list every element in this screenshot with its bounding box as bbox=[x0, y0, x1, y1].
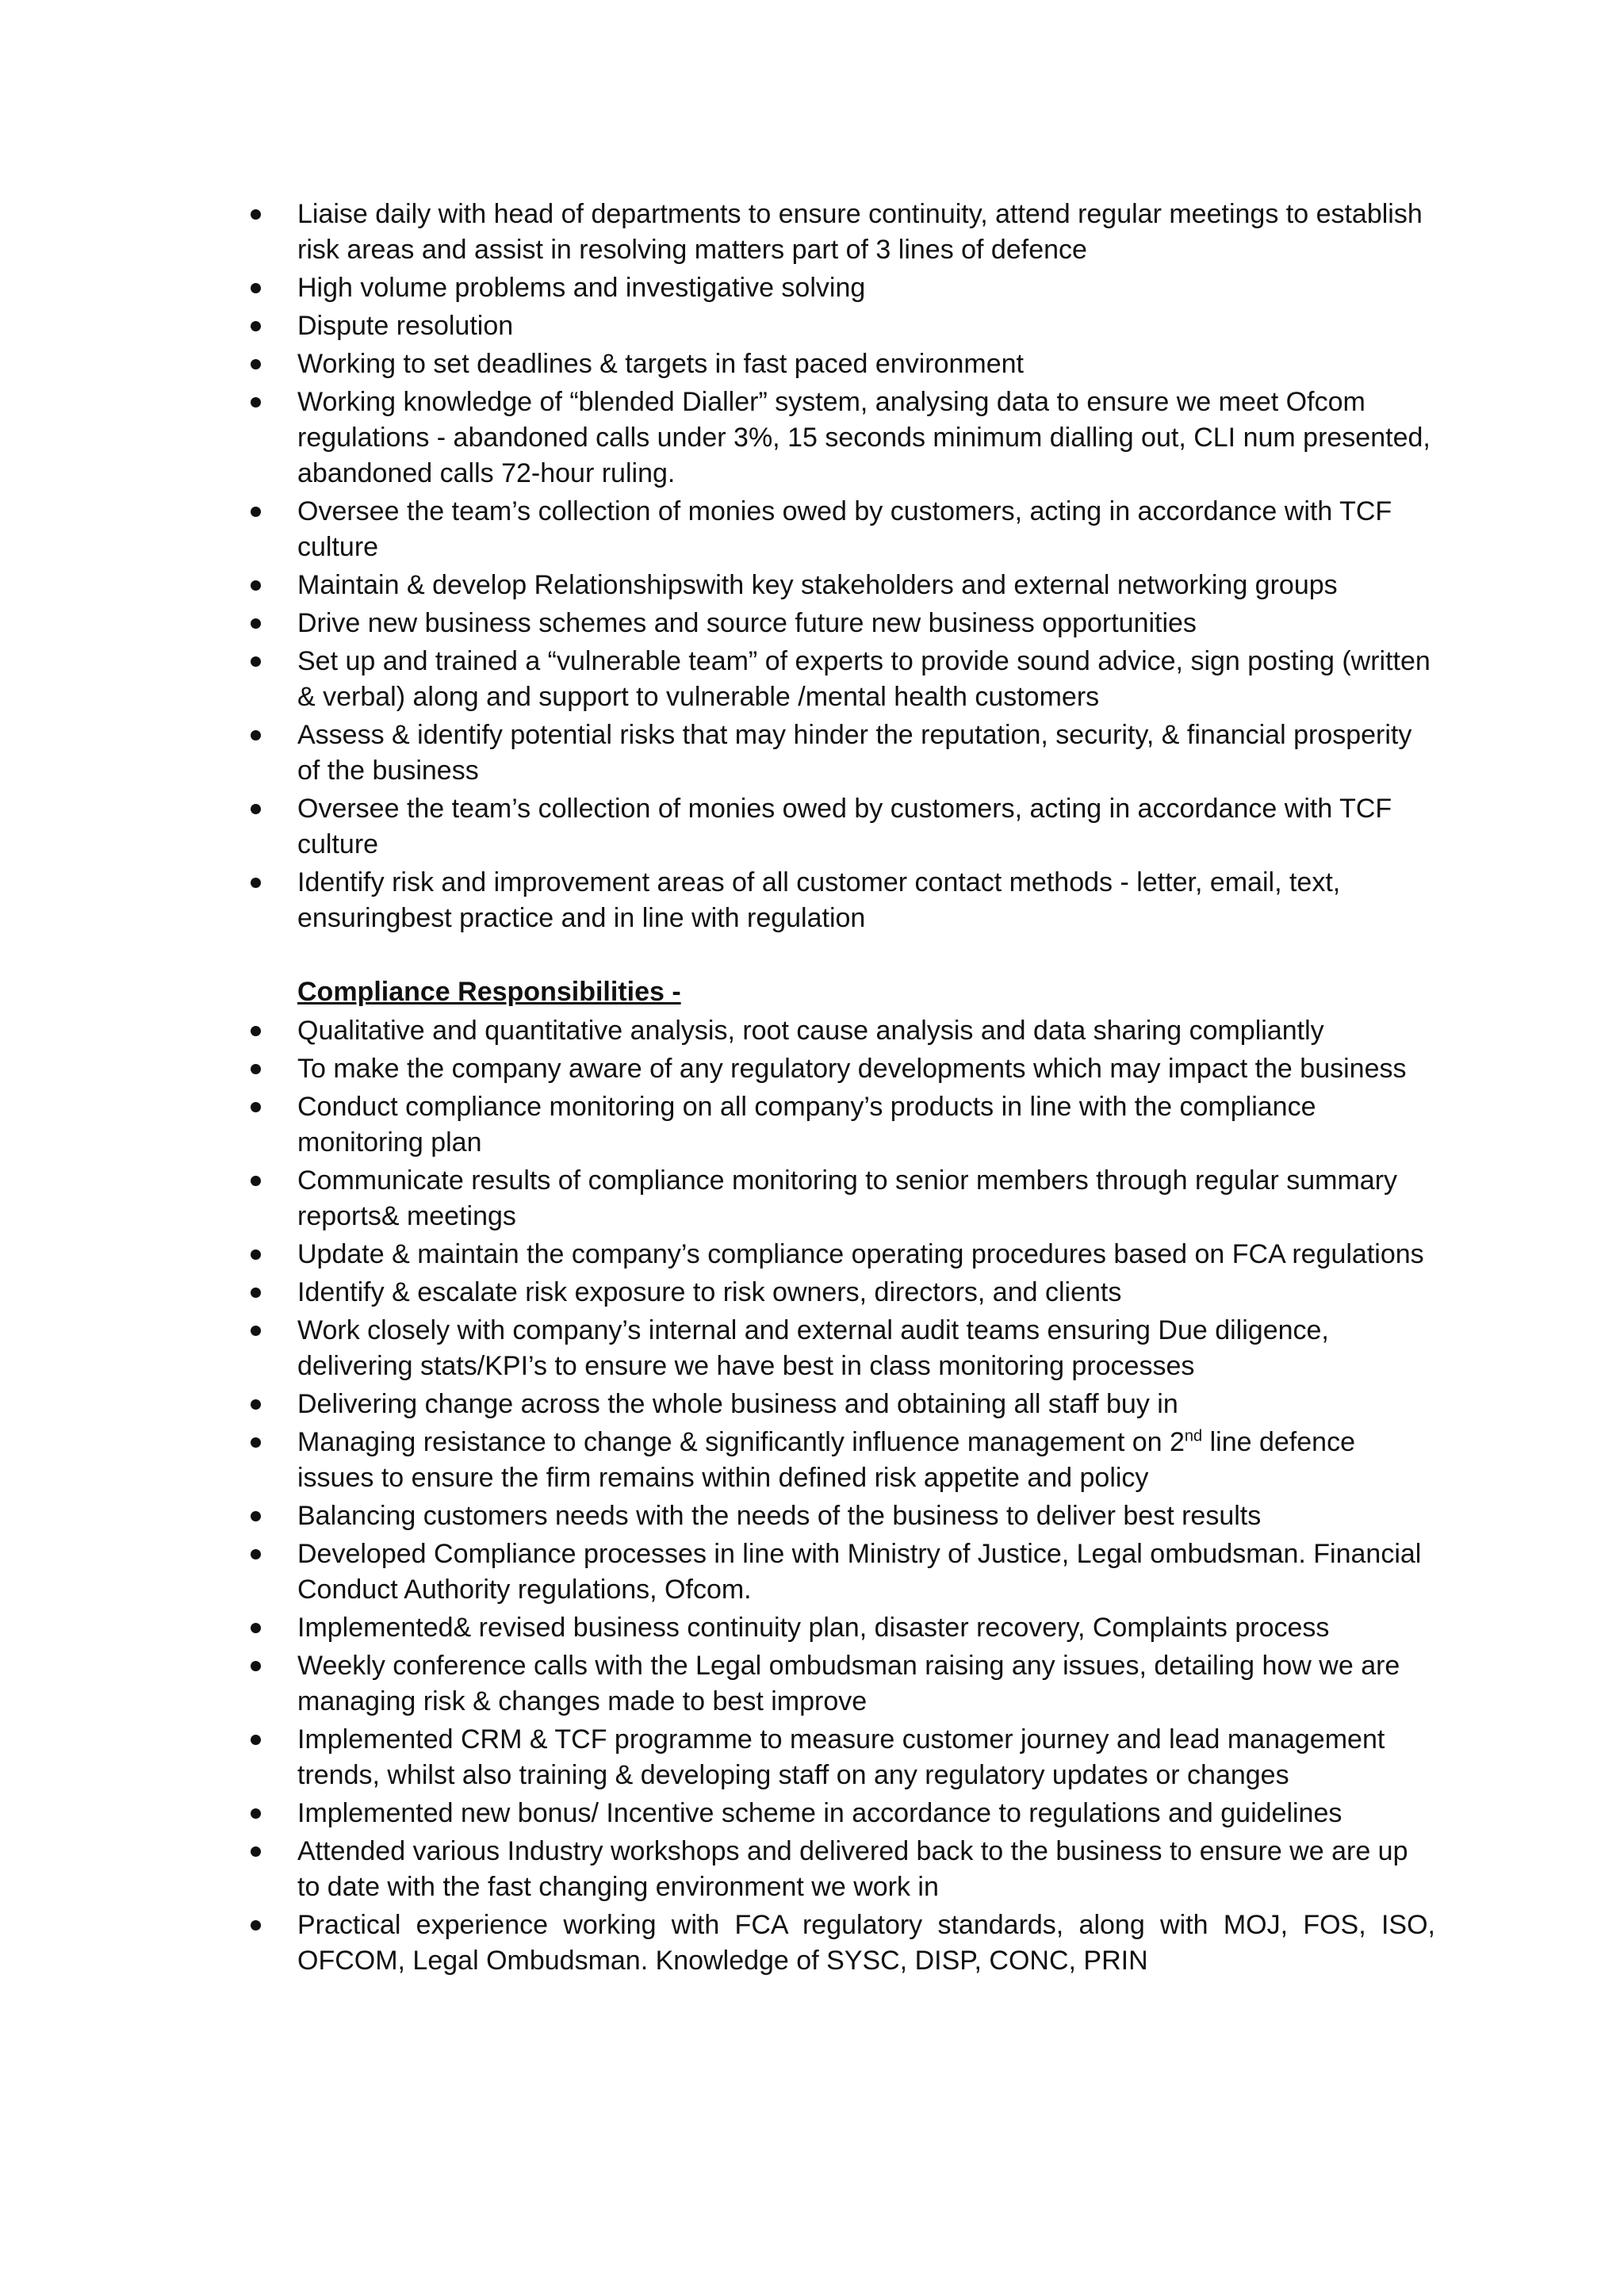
list-item: Practical experience working with FCA regulatory standards, along with MOJ, FOS, ISO, OFCOM, Legal Ombudsman. Knowledge of SYSC, DISP, CONC, PRIN bbox=[246, 1908, 1435, 1979]
list-item: Implemented new bonus/ Incentive scheme in accordance to regulations and guidelines bbox=[246, 1796, 1435, 1831]
list-item: Implemented CRM & TCF programme to measure customer journey and lead management trends, whilst also training & developing staff on any regulatory updates or changes bbox=[246, 1722, 1435, 1793]
bullet-icon bbox=[251, 1026, 261, 1036]
bullet-icon bbox=[251, 730, 261, 740]
list-item: Delivering change across the whole business and obtaining all staff buy in bbox=[246, 1387, 1435, 1422]
bullet-icon bbox=[251, 1064, 261, 1074]
bullet-icon bbox=[251, 1846, 261, 1857]
bullet-icon bbox=[251, 1623, 261, 1633]
bullet-icon bbox=[251, 1735, 261, 1745]
compliance-list bbox=[246, 1013, 1435, 1979]
bullet-icon bbox=[251, 1920, 261, 1931]
bullet-icon bbox=[251, 1808, 261, 1819]
list-item: Working to set deadlines & targets in fast paced environment bbox=[246, 346, 1435, 382]
bullet-icon bbox=[251, 1249, 261, 1260]
bullet-icon bbox=[251, 656, 261, 667]
list-item: Communicate results of compliance monitoring to senior members through regular summary reports& meetings bbox=[246, 1163, 1435, 1234]
list-item: Oversee the team’s collection of monies owed by customers, acting in accordance with TCF culture bbox=[246, 791, 1435, 863]
bullet-icon bbox=[251, 507, 261, 517]
list-item: Attended various Industry workshops and delivered back to the business to ensure we are up to date with the fast changing environment we work in bbox=[246, 1834, 1435, 1905]
list-item: Implemented& revised business continuity plan, disaster recovery, Complaints process bbox=[246, 1610, 1435, 1646]
list-item: Set up and trained a “vulnerable team” of experts to provide sound advice, sign posting (written & verbal) along and support to vulnerable /mental health customers bbox=[246, 644, 1435, 715]
bullet-icon bbox=[251, 580, 261, 591]
list-item: Developed Compliance processes in line with Ministry of Justice, Legal ombudsman. Financial Conduct Authority regulations, Ofcom. bbox=[246, 1536, 1435, 1608]
list-item: Oversee the team’s collection of monies owed by customers, acting in accordance with TCF culture bbox=[246, 494, 1435, 565]
bullet-icon bbox=[251, 1288, 261, 1298]
bullet-icon bbox=[251, 1511, 261, 1521]
bullet-icon bbox=[251, 878, 261, 888]
list-item: To make the company aware of any regulatory developments which may impact the business bbox=[246, 1051, 1435, 1087]
responsibilities-list bbox=[246, 197, 1435, 936]
bullet-icon bbox=[251, 1437, 261, 1448]
bullet-icon bbox=[251, 1661, 261, 1671]
list-item: Dispute resolution bbox=[246, 308, 1435, 344]
list-item: Balancing customers needs with the needs of the business to deliver best results bbox=[246, 1498, 1435, 1534]
list-item: Qualitative and quantitative analysis, root cause analysis and data sharing compliantly bbox=[246, 1013, 1435, 1049]
bullet-icon bbox=[251, 209, 261, 220]
list-item: Working knowledge of “blended Dialler” system, analysing data to ensure we meet Ofcom regulations - abandoned calls under 3%, 15 seconds minimum dialling out, CLI num presented, abandoned calls 72-hour ruling. bbox=[246, 385, 1435, 492]
bullet-icon bbox=[251, 1399, 261, 1410]
bullet-icon bbox=[251, 1176, 261, 1186]
list-item: Work closely with company’s internal and external audit teams ensuring Due diligence, delivering stats/KPI’s to ensure we have best in class monitoring processes bbox=[246, 1313, 1435, 1384]
bullet-icon bbox=[251, 397, 261, 408]
list-item: Maintain & develop Relationshipswith key stakeholders and external networking groups bbox=[246, 568, 1435, 603]
document-body bbox=[246, 197, 1435, 1981]
bullet-icon bbox=[251, 1549, 261, 1559]
list-item: Update & maintain the company’s compliance operating procedures based on FCA regulations bbox=[246, 1237, 1435, 1272]
list-item: Drive new business schemes and source future new business opportunities bbox=[246, 606, 1435, 641]
list-item: Weekly conference calls with the Legal ombudsman raising any issues, detailing how we are managing risk & changes made to best improve bbox=[246, 1648, 1435, 1720]
bullet-icon bbox=[251, 283, 261, 293]
bullet-icon bbox=[251, 1102, 261, 1112]
list-item: Conduct compliance monitoring on all company’s products in line with the compliance monitoring plan bbox=[246, 1089, 1435, 1161]
list-item: Liaise daily with head of departments to ensure continuity, attend regular meetings to establish risk areas and assist in resolving matters part of 3 lines of defence bbox=[246, 197, 1435, 268]
compliance-heading: Compliance Responsibilities - bbox=[297, 977, 681, 1007]
list-item: High volume problems and investigative solving bbox=[246, 270, 1435, 306]
bullet-icon bbox=[251, 359, 261, 369]
list-item: Managing resistance to change & significantly influence management on 2nd line defence issues to ensure the firm remains within defined risk appetite and policy bbox=[246, 1425, 1435, 1496]
bullet-icon bbox=[251, 1326, 261, 1336]
bullet-icon bbox=[251, 321, 261, 331]
bullet-icon bbox=[251, 618, 261, 629]
list-item: Assess & identify potential risks that may hinder the reputation, security, & financial prosperity of the business bbox=[246, 718, 1435, 789]
list-item: Identify risk and improvement areas of all customer contact methods - letter, email, text, ensuringbest practice and in line with regulation bbox=[246, 865, 1435, 936]
bullet-icon bbox=[251, 804, 261, 814]
list-item: Identify & escalate risk exposure to risk owners, directors, and clients bbox=[246, 1275, 1435, 1311]
